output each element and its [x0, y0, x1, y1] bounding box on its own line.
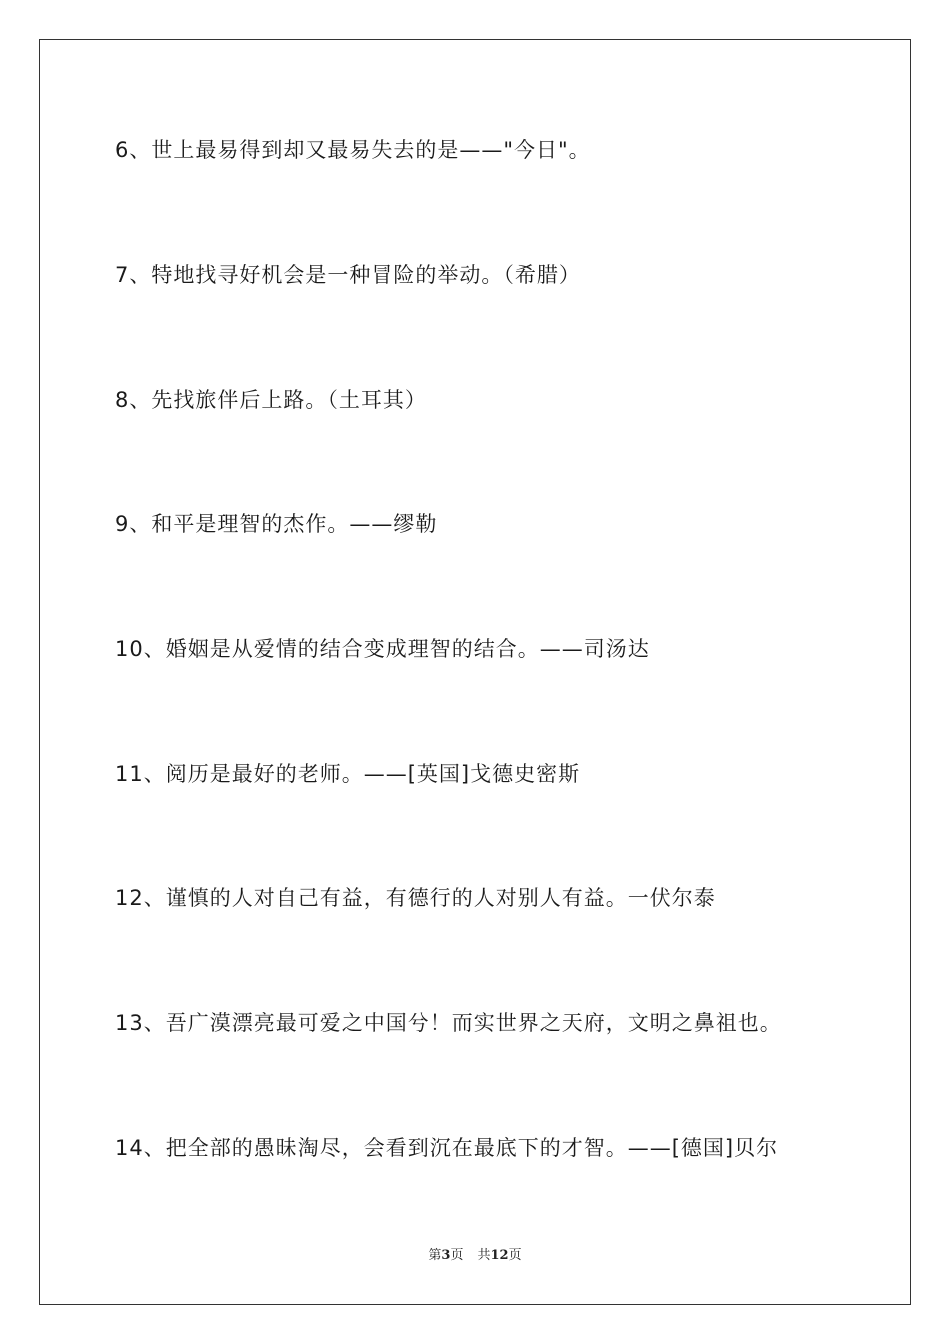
quote-line-14: 14、把全部的愚昧淘尽，会看到沉在最底下的才智。——[德国]贝尔	[115, 1136, 779, 1160]
footer-total-prefix: 共	[477, 1248, 491, 1263]
quote-line-11: 11、阅历是最好的老师。——[英国]戈德史密斯	[115, 762, 581, 786]
page-border	[39, 39, 911, 1305]
page-footer	[0, 1247, 950, 1265]
footer-page-prefix: 第	[428, 1248, 442, 1263]
quote-line-12: 12、谨慎的人对自己有益，有德行的人对别人有益。一伏尔泰	[115, 886, 716, 910]
footer-total-suffix: 页	[508, 1248, 522, 1263]
quote-line-9: 9、和平是理智的杰作。——缪勒	[115, 512, 438, 536]
quote-line-7: 7、特地找寻好机会是一种冒险的举动。（希腊）	[115, 263, 581, 287]
footer-page-current: 3	[441, 1248, 451, 1263]
footer-page-suffix: 页	[450, 1248, 464, 1263]
quote-line-10: 10、婚姻是从爱情的结合变成理智的结合。——司汤达	[115, 637, 650, 661]
quote-line-6: 6、世上最易得到却又最易失去的是——"今日"。	[115, 138, 591, 162]
footer-page-total: 12	[490, 1248, 509, 1263]
quote-line-13: 13、吾广漠漂亮最可爱之中国兮！而实世界之天府，文明之鼻祖也。	[115, 1011, 782, 1035]
quote-line-8: 8、先找旅伴后上路。（土耳其）	[115, 388, 427, 412]
